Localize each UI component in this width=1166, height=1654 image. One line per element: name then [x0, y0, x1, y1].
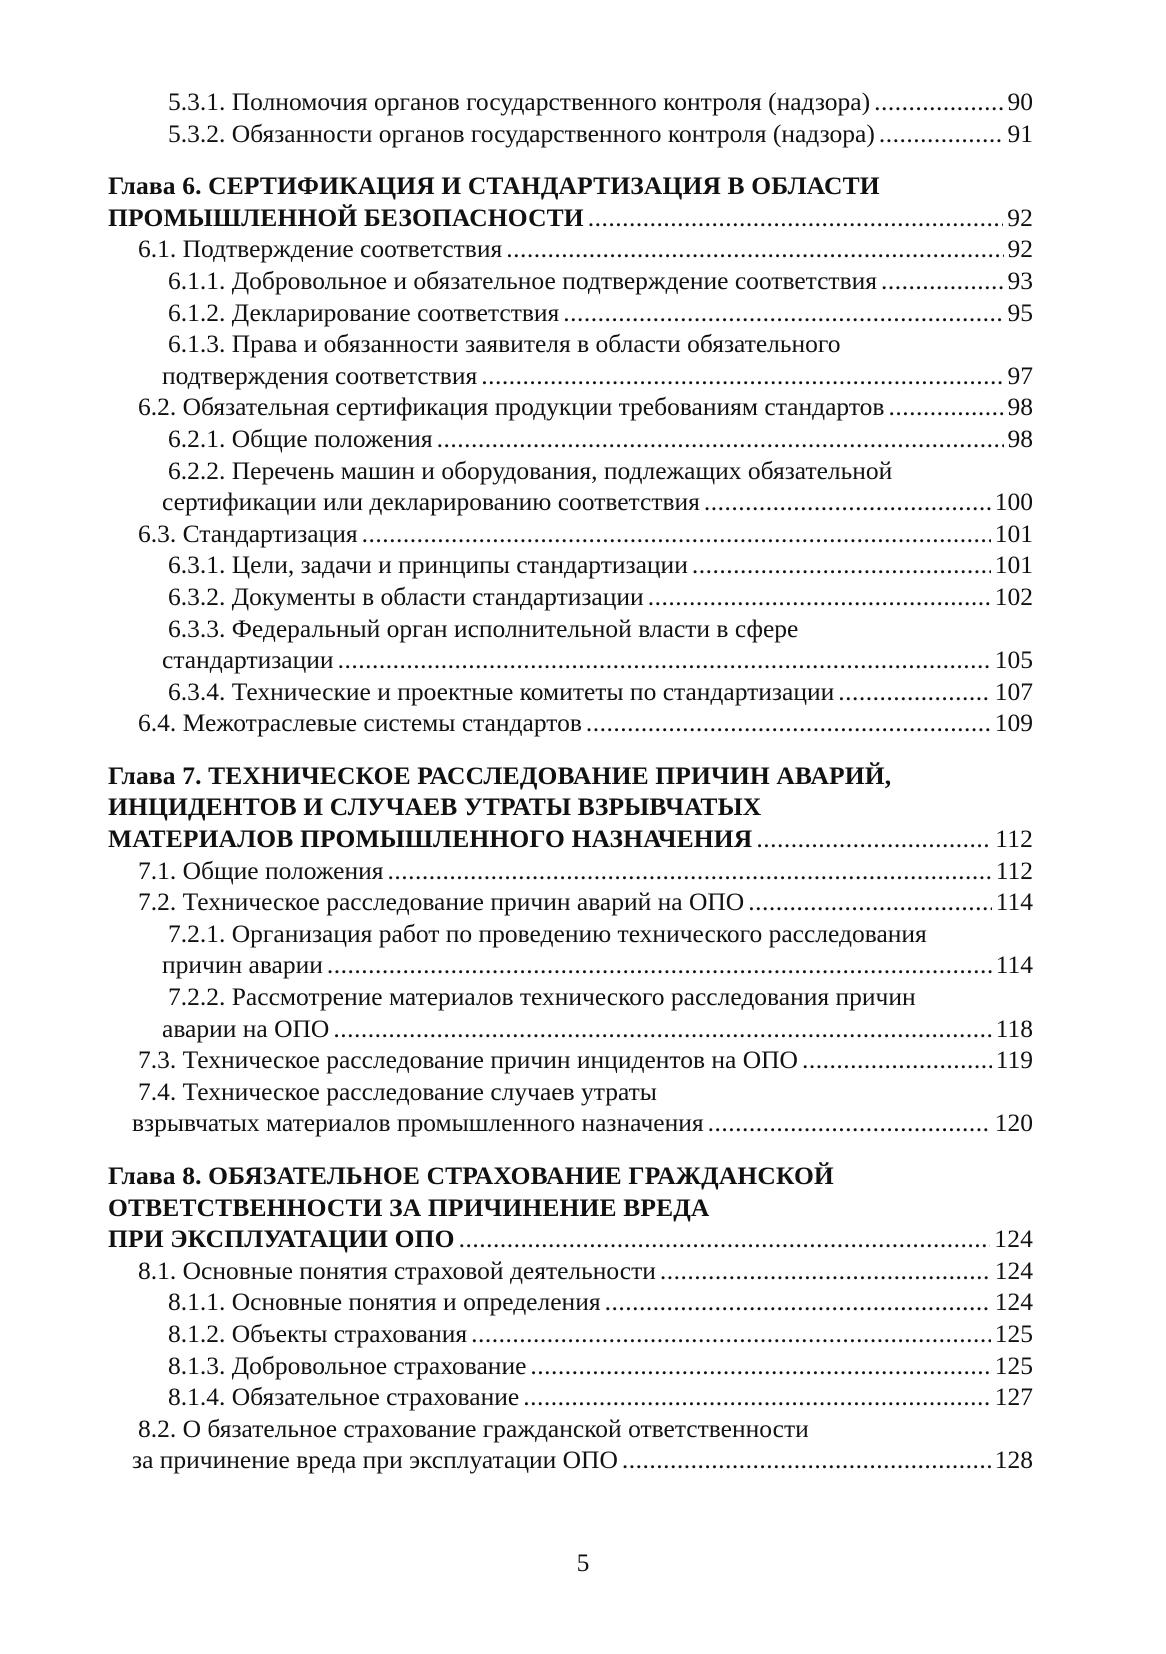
dot-leader [437, 423, 1004, 455]
toc-entry-title: 6.4. Межотраслевые системы стандартов [138, 708, 582, 738]
toc-entry-title: 6.1. Подтверждение соответствия [138, 234, 503, 264]
chapter-heading-line: Глава 6. СЕРТИФИКАЦИЯ И СТАНДАРТИЗАЦИЯ В ОБЛАСТИ [108, 171, 880, 201]
toc-entry-title: ПРИ ЭКСПЛУАТАЦИИ ОПО [108, 1224, 455, 1254]
toc-entry [108, 265, 1033, 297]
dot-leader [622, 1444, 991, 1476]
toc-entry-title: причин аварии [162, 950, 323, 980]
toc-entry-title: подтверждения соответствия [162, 360, 478, 390]
chapter-heading [108, 823, 1033, 855]
toc-entry [108, 486, 1033, 518]
toc-entry-title: 7.3. Техническое расследование причин инцидентов на ОПО [138, 1045, 798, 1075]
toc-entry-line: 8.2. О бязательное страхование гражданской ответственности [138, 1413, 809, 1443]
toc-entry [108, 118, 1033, 150]
toc-entry [108, 855, 1033, 887]
dot-leader [756, 823, 991, 855]
toc-entry-page: 92 [1007, 234, 1033, 264]
toc-entry [108, 707, 1033, 739]
toc-entry [108, 1318, 1033, 1350]
toc-entry-page: 101 [994, 550, 1033, 580]
toc-entry-page: 124 [994, 1224, 1033, 1254]
toc-entry-title: 6.3.2. Документы в области стандартизации [168, 581, 644, 611]
chapter-heading-line: ИНЦИДЕНТОВ И СЛУЧАЕВ УТРАТЫ ВЗРЫВЧАТЫХ [108, 792, 762, 822]
toc-entry [108, 86, 1033, 118]
toc-entry-title: 8.1.2. Объекты страхования [168, 1318, 468, 1348]
toc-entry-page: 98 [1007, 423, 1033, 453]
dot-leader [648, 581, 991, 613]
toc-entry-page: 105 [994, 645, 1033, 675]
toc-entry [108, 644, 1033, 676]
toc-entry [108, 297, 1033, 329]
toc-entry [108, 1444, 1033, 1476]
dot-leader [748, 886, 991, 918]
toc-entry [108, 423, 1033, 455]
toc-entry-line: 7.4. Техническое расследование случаев утраты [138, 1076, 657, 1106]
toc-entry-page: 125 [994, 1318, 1033, 1348]
toc-entry-page: 112 [995, 855, 1033, 885]
dot-leader [523, 1381, 991, 1413]
chapter-heading [108, 1223, 1033, 1255]
dot-leader [333, 1013, 991, 1045]
toc-entry [108, 581, 1033, 613]
toc-entry-title: стандартизации [162, 645, 334, 675]
dot-leader [838, 676, 990, 708]
toc-entry-page: 100 [994, 487, 1033, 517]
toc-entry-line: 6.3.3. Федеральный орган исполнительной власти в сфере [168, 613, 799, 643]
toc-entry-line: 6.1.3. Права и обязанности заявителя в области обязательного [168, 329, 841, 359]
dot-leader [388, 855, 992, 887]
dot-leader [506, 233, 1003, 265]
toc-entry [108, 886, 1033, 918]
dot-leader [586, 707, 991, 739]
toc-entry-title: 6.2.1. Общие положения [168, 423, 433, 453]
toc-entry-title: 8.1.4. Обязательное страхование [168, 1382, 520, 1412]
toc-entry-title: за причинение вреда при эксплуатации ОПО [132, 1445, 618, 1475]
toc-entry [108, 676, 1033, 708]
toc-entry-title: аварии на ОПО [162, 1013, 330, 1043]
toc-entry-page: 114 [995, 950, 1033, 980]
toc-entry-line: 7.2.1. Организация работ по проведению технического расследования [168, 918, 927, 948]
toc-entry-page: 118 [995, 1013, 1033, 1043]
toc-entry-title: 8.1.3. Добровольное страхование [168, 1350, 527, 1380]
toc-entry [108, 1107, 1033, 1139]
toc-entry [108, 360, 1033, 392]
dot-leader [327, 949, 992, 981]
toc-entry-title: 6.1.2. Декларирование соответствия [168, 297, 560, 327]
toc-entry [108, 949, 1033, 981]
dot-leader [692, 549, 991, 581]
toc-entry-title: взрывчатых материалов промышленного назначения [132, 1108, 704, 1138]
chapter-heading-line: ОТВЕТСТВЕННОСТИ ЗА ПРИЧИНЕНИЕ ВРЕДА [108, 1192, 710, 1222]
toc-entry-title: 6.3.4. Технические и проектные комитеты по стандартизации [168, 676, 835, 706]
table-of-contents [108, 86, 1033, 1476]
toc-entry-page: 91 [1007, 118, 1033, 148]
dot-leader [704, 486, 991, 518]
toc-entry-title: 5.3.2. Обязанности органов государственного контроля (надзора) [168, 118, 875, 148]
toc-entry-page: 109 [994, 708, 1033, 738]
page-number: 5 [576, 1548, 590, 1577]
toc-entry [108, 1013, 1033, 1045]
toc-entry-page: 114 [995, 887, 1033, 917]
toc-entry-title: сертификации или декларированию соответствия [162, 487, 700, 517]
chapter-heading [108, 202, 1033, 234]
toc-entry [108, 1350, 1033, 1382]
toc-entry [108, 549, 1033, 581]
toc-entry-title: МАТЕРИАЛОВ ПРОМЫШЛЕННОГО НАЗНАЧЕНИЯ [108, 824, 753, 854]
toc-entry-line: 6.2.2. Перечень машин и оборудования, подлежащих обязательной [168, 455, 893, 485]
dot-leader [874, 86, 1003, 118]
dot-leader [888, 391, 1003, 423]
dot-leader [660, 1255, 991, 1287]
dot-leader [563, 297, 1003, 329]
toc-entry-title: 7.2. Техническое расследование причин аварий на ОПО [138, 887, 745, 917]
toc-entry-title: 6.1.1. Добровольное и обязательное подтверждение соответствия [168, 265, 877, 295]
toc-entry-page: 112 [995, 824, 1033, 854]
toc-entry-title: 7.1. Общие положения [138, 855, 384, 885]
toc-entry [108, 518, 1033, 550]
dot-leader [338, 644, 991, 676]
toc-entry [108, 1255, 1033, 1287]
toc-entry-title: ПРОМЫШЛЕННОЙ БЕЗОПАСНОСТИ [108, 202, 584, 232]
dot-leader [879, 118, 1004, 150]
dot-leader [605, 1286, 991, 1318]
dot-leader [588, 202, 1003, 234]
dot-leader [471, 1318, 991, 1350]
toc-entry-title: 5.3.1. Полномочия органов государственного контроля (надзора) [168, 87, 871, 116]
toc-entry-title: 6.2. Обязательная сертификация продукции требованиям стандартов [138, 392, 885, 422]
dot-leader [881, 265, 1004, 297]
toc-entry-title: 6.3.1. Цели, задачи и принципы стандартизации [168, 550, 688, 580]
toc-entry-page: 127 [994, 1382, 1033, 1412]
toc-entry-page: 120 [994, 1108, 1033, 1138]
toc-entry-page: 107 [994, 676, 1033, 706]
toc-entry-title: 6.3. Стандартизация [138, 518, 358, 548]
toc-entry [108, 1044, 1033, 1076]
chapter-heading-line: Глава 8. ОБЯЗАТЕЛЬНОЕ СТРАХОВАНИЕ ГРАЖДАНСКОЙ [108, 1161, 834, 1190]
toc-entry [108, 1381, 1033, 1413]
toc-entry-page: 102 [994, 581, 1033, 611]
toc-entry-page: 93 [1007, 265, 1033, 295]
toc-entry-page: 97 [1007, 360, 1033, 390]
dot-leader [481, 360, 1003, 392]
toc-entry [108, 391, 1033, 423]
toc-entry-page: 124 [994, 1255, 1033, 1285]
toc-entry-page: 119 [995, 1045, 1033, 1075]
toc-entry-page: 95 [1007, 297, 1033, 327]
toc-entry-page: 128 [994, 1445, 1033, 1475]
toc-entry-page: 101 [994, 518, 1033, 548]
toc-entry [108, 233, 1033, 265]
dot-leader [362, 518, 991, 550]
toc-entry-title: 8.1.1. Основные понятия и определения [168, 1287, 601, 1317]
toc-entry-line: 7.2.2. Рассмотрение материалов технического расследования причин [168, 982, 916, 1012]
dot-leader [459, 1223, 991, 1255]
dot-leader [802, 1044, 992, 1076]
toc-entry [108, 1286, 1033, 1318]
toc-entry-page: 98 [1007, 392, 1033, 422]
dot-leader [708, 1107, 991, 1139]
chapter-heading-line: Глава 7. ТЕХНИЧЕСКОЕ РАССЛЕДОВАНИЕ ПРИЧИН АВАРИЙ, [108, 760, 892, 790]
toc-entry-page: 125 [994, 1350, 1033, 1380]
toc-entry-page: 92 [1007, 202, 1033, 232]
dot-leader [530, 1350, 990, 1382]
toc-entry-page: 90 [1007, 87, 1033, 116]
toc-entry-page: 124 [994, 1287, 1033, 1317]
toc-entry-title: 8.1. Основные понятия страховой деятельности [138, 1255, 656, 1285]
